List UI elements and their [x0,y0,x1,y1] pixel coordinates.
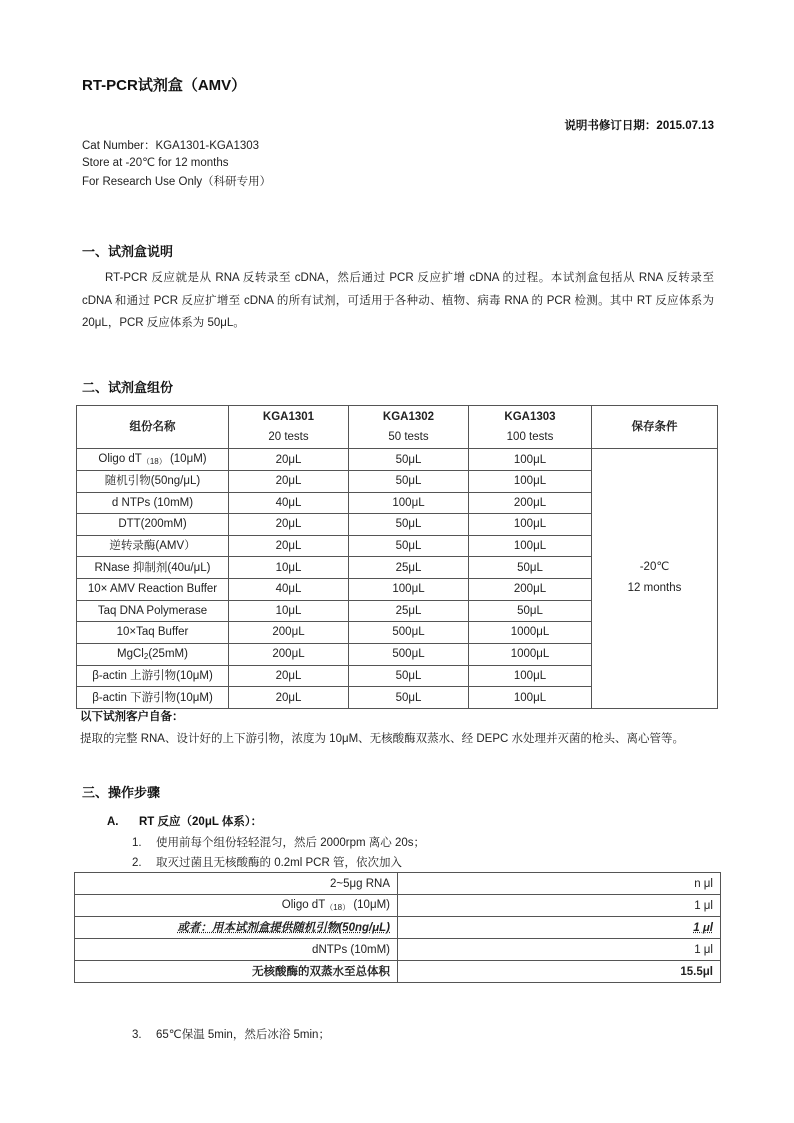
rt-row [75,873,721,895]
component-name-text: Oligo dT [98,453,142,465]
kit-column-header [229,406,349,449]
kit-code: KGA1301 [262,411,315,423]
rt-row [75,939,721,961]
component-volume: 25μL [349,557,469,579]
component-volume: 500μL [349,622,469,644]
component-name-text: MgCl [117,647,144,660]
component-volume: 20μL [229,687,349,709]
kit-code: KGA1303 [504,411,556,423]
component-volume: 25μL [349,600,469,622]
component-name [77,687,229,709]
step-a-title: RT 反应（20μL 体系）： [139,816,263,828]
rt-volume: 1 μl [398,917,721,939]
component-volume: 20μL [229,535,349,557]
rt-reagent-text: 或者：用本试剂盒提供随机引物(50ng/μL) [177,921,390,934]
component-name-text: 10× AMV Reaction Buffer [87,583,218,596]
component-volume: 20μL [229,471,349,493]
component-name-text: 逆转录酶(AMV） [109,540,196,553]
component-name-text: d NTPs (10mM) [111,496,194,509]
component-name-text: DTT(200mM) [118,518,187,531]
step-text: 65℃保温 5min，然后冰浴 5min； [156,1029,330,1041]
rt-reagent-text: dNTPs (10mM) [312,943,390,956]
rt-reagent-text: Oligo dT [281,899,326,911]
component-volume: 100μL [469,665,592,687]
component-volume: 100μL [469,535,592,557]
step-text: 使用前每个组份轻轻混匀，然后 2000rpm 离心 20s； [156,837,426,849]
rt-reagent [75,961,398,983]
rt-reagent-subscript: （18） [325,903,351,912]
step-number: 1. [132,837,142,849]
component-name-text: Taq DNA Polymerase [97,604,208,617]
step-a-letter: A. [107,816,119,828]
component-volume: 100μL [469,449,592,471]
component-volume: 1000μL [469,643,592,665]
component-volume: 50μL [469,557,592,579]
rt-reaction-table [74,872,721,983]
kit-column-header [469,406,592,449]
rt-volume: 15.5μl [398,961,721,983]
kit-description-paragraph [82,267,714,335]
rt-reagent [75,873,398,895]
storage-temperature: -20℃ [639,561,670,574]
component-volume: 10μL [229,557,349,579]
component-volume: 20μL [229,665,349,687]
rt-reagent-text: 2~5μg RNA [329,877,390,890]
rt-reagent [75,895,398,917]
research-use-note: For Research Use Only（科研专用） [82,176,272,188]
component-volume: 40μL [229,578,349,600]
section-kit-components-heading: 二、试剂盒组份 [82,380,174,395]
components-table [76,405,718,709]
component-volume: 50μL [349,471,469,493]
storage-info: Store at -20℃ for 12 months [82,157,229,169]
step-item [132,834,425,850]
storage-condition [592,449,718,709]
rt-reagent-suffix: (10μM) [350,899,390,911]
self-provided-label: 以下试剂客户自备： [80,711,184,723]
kit-code: KGA1302 [382,411,435,423]
rt-volume: n μl [398,873,721,895]
component-volume: 100μL [349,492,469,514]
component-volume: 50μL [469,600,592,622]
step-a-heading [107,813,262,829]
kit-description-text: RT-PCR 反应就是从 RNA 反转录至 cDNA，然后通过 PCR 反应扩增 cDNA 的过程。本试剂盒包括从 RNA 反转录至 cDNA 和通过 PCR 反应扩增至 cDNA 的所有试剂，可适用于各种动、植物、病毒 RNA 的 PCR 检测。其中 RT 反应体系为 20μL，PCR 反应体系为 50μL。 [82,272,714,329]
kit-tests: 20 tests [268,431,309,443]
rt-reagent [75,917,398,939]
component-name [77,471,229,493]
component-name-text: β-actin 下游引物(10μM) [92,691,213,704]
step-number: 2. [132,857,142,869]
component-volume: 10μL [229,600,349,622]
component-name-text: β-actin 上游引物(10μM) [92,670,213,683]
component-name [77,492,229,514]
revision-date: 说明书修订日期：2015.07.13 [564,120,714,132]
step-item [132,854,402,870]
component-volume: 200μL [229,643,349,665]
component-volume: 40μL [229,492,349,514]
component-name-header: 组份名称 [77,406,229,449]
kit-column-header [349,406,469,449]
component-name [77,600,229,622]
component-name [77,557,229,579]
component-volume: 50μL [349,535,469,557]
step-item [132,1026,330,1042]
component-volume: 100μL [469,687,592,709]
component-volume: 1000μL [469,622,592,644]
component-name-suffix: (25mM) [148,647,188,660]
document-title: RT-PCR试剂盒（AMV） [82,77,247,94]
rt-row [75,961,721,983]
component-volume: 200μL [469,492,592,514]
component-name [77,622,229,644]
self-provided-text: 提取的完整 RNA、设计好的上下游引物，浓度为 10μM、无核酸酶双蒸水、经 DEPC 水处理并灭菌的枪头、离心管等。 [80,733,685,745]
component-name-text: 随机引物(50ng/μL) [104,475,201,488]
component-volume: 100μL [469,514,592,536]
components-header-row [77,406,718,449]
component-name [77,578,229,600]
component-name-suffix: (10μM) [166,453,207,465]
component-volume: 50μL [349,665,469,687]
component-name [77,665,229,687]
component-volume: 50μL [349,449,469,471]
component-name [77,449,229,471]
component-name [77,535,229,557]
rt-row [75,917,721,939]
rt-volume: 1 μl [398,939,721,961]
component-name-subscript: （18） [141,457,167,466]
component-name-text: RNase 抑制剂(40u/μL) [94,561,211,574]
component-volume: 100μL [349,578,469,600]
kit-tests: 50 tests [388,431,429,443]
component-volume: 200μL [229,622,349,644]
rt-volume: 1 μl [398,895,721,917]
component-volume: 20μL [229,449,349,471]
rt-reagent [75,939,398,961]
section-procedure-heading: 三、操作步骤 [82,785,161,800]
cat-number: Cat Number：KGA1301-KGA1303 [82,140,260,152]
component-volume: 50μL [349,687,469,709]
component-volume: 200μL [469,578,592,600]
component-name-subscript: 2 [143,651,149,661]
component-volume: 500μL [349,643,469,665]
component-name [77,643,229,665]
storage-header: 保存条件 [592,406,718,449]
step-text: 取灭过菌且无核酸酶的 0.2ml PCR 管，依次加入 [156,857,402,869]
component-name [77,514,229,536]
section-kit-description-heading: 一、试剂盒说明 [82,244,174,259]
component-row [77,449,718,471]
component-name-text: 10×Taq Buffer [116,626,189,639]
kit-tests: 100 tests [506,431,554,443]
component-volume: 100μL [469,471,592,493]
storage-duration: 12 months [627,582,682,595]
component-volume: 20μL [229,514,349,536]
component-volume: 50μL [349,514,469,536]
rt-row [75,895,721,917]
step-number: 3. [132,1029,142,1041]
rt-reagent-text: 无核酸酶的双蒸水至总体积 [252,965,390,978]
